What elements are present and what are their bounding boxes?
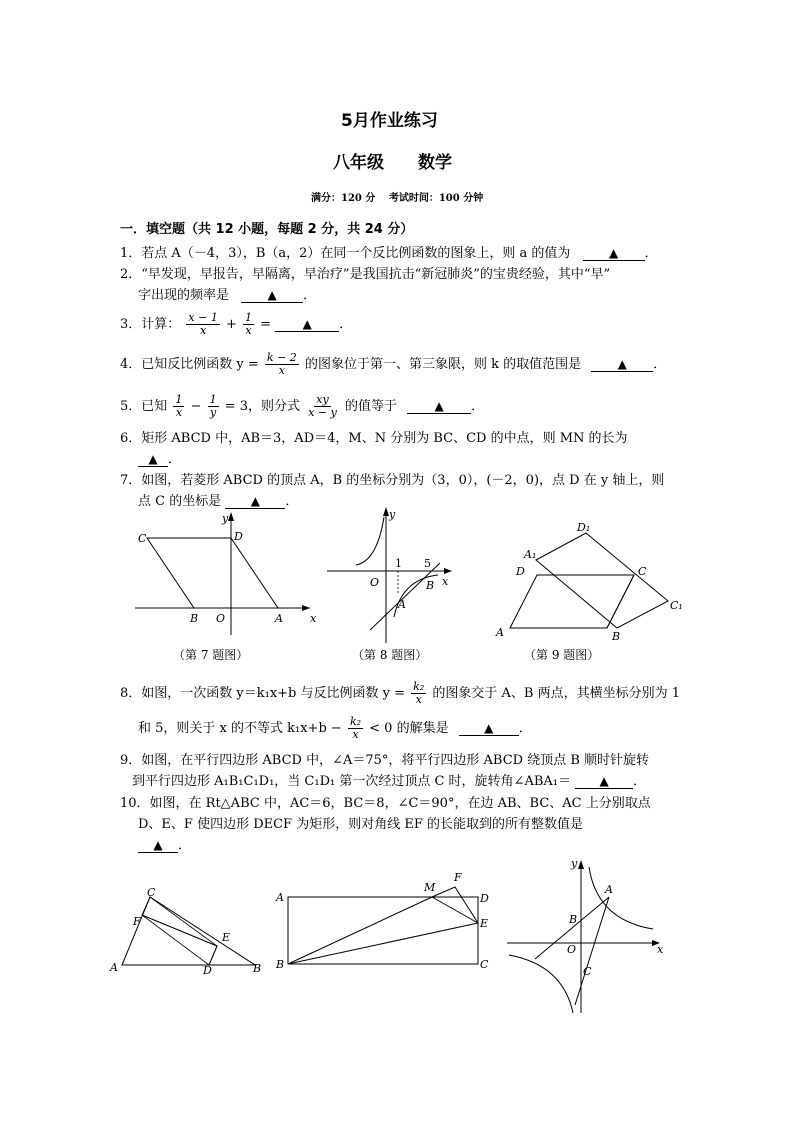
question-text-cont: 点 C 的坐标是: [138, 494, 222, 509]
question-8-line2: 和 5，则关于 x 的不等式 k₁x+b − $\frac{\text{k₂}}{x}$ < 0 的解集是 ▲ ．: [138, 715, 532, 741]
question-text-cont: 和 5，则关于 x 的不等式 k₁x+b −: [138, 721, 342, 736]
question-text-cont: 到平行四边形 A₁B₁C₁D₁，当 C₁D₁ 第一次经过顶点 C 时，旋转角∠ABA₁＝: [132, 774, 571, 789]
label-1: 1: [395, 557, 402, 570]
label-x: x: [442, 575, 449, 588]
label-y: y: [571, 857, 578, 870]
label-C: C: [638, 565, 647, 578]
label-C: C: [138, 532, 147, 545]
label-B: B: [190, 612, 199, 625]
fraction: $\frac{k - 2}{x}$: [266, 351, 297, 377]
label-C: C: [147, 886, 156, 899]
label-A: A: [110, 961, 118, 974]
section-heading: 一．填空题（共 12 小题，每题 2 分，共 24 分）: [120, 222, 414, 237]
answer-blank[interactable]: ▲: [225, 494, 285, 509]
question-text: 6．矩形 ABCD 中，AB＝3，AD＝4，M、N 分别为 BC、CD 的中点，则 MN 的长为: [120, 431, 628, 446]
label-O: O: [216, 612, 226, 625]
answer-blank[interactable]: ▲: [591, 357, 653, 372]
answer-blank[interactable]: ▲: [407, 399, 471, 414]
caption-fig7: （第 7 题图）: [173, 648, 249, 662]
exam-info: 满分：120 分 考试时间：100 分钟: [311, 193, 484, 204]
question-6: 6．矩形 ABCD 中，AB＝3，AD＝4，M、N 分别为 BC、CD 的中点，则 MN 的长为 ▲ ．: [120, 431, 628, 467]
question-text: 7．如图，若菱形 ABCD 的顶点 A，B 的坐标分别为（3，0），(－2，0)，点 D 在 y 轴上，则: [120, 473, 665, 488]
figure-10-right-triangle: [105, 885, 270, 980]
question-text-cont: 字出现的频率是: [138, 288, 230, 303]
answer-blank[interactable]: ▲: [459, 721, 519, 736]
question-text: 2．“早发现，早报告，早隔离，早治疗”是我国抗击“新冠肺炎”的宝贵经验，其中“早”: [120, 267, 611, 282]
label-B: B: [253, 962, 262, 975]
question-4: 4．已知反比例函数 y = $\frac{k - 2}{x}$ 的图象位于第一、第三象限，则 k 的取值范围是 ▲ ．: [120, 351, 667, 377]
label-x: x: [657, 943, 664, 956]
label-B: B: [276, 958, 285, 971]
label-A1: A₁: [524, 548, 537, 561]
question-3: 3．计算： $\frac{x - 1}{x}$ + $\frac{1}{x}$ = ▲ ．: [120, 311, 353, 337]
question-text: 5．已知: [120, 399, 168, 414]
label-E: E: [222, 931, 231, 944]
label-D1: D₁: [577, 521, 591, 534]
question-2: 2．“早发现，早报告，早隔离，早治疗”是我国抗击“新冠肺炎”的宝贵经验，其中“早” 字出现的频率是 ▲ ．: [120, 267, 611, 303]
label-D: D: [234, 530, 243, 543]
question-9: 9．如图，在平行四边形 ABCD 中，∠A＝75°，将平行四边形 ABCD 绕顶点 B 顺时针旋转 到平行四边形 A₁B₁C₁D₁，当 C₁D₁ 第一次经过顶点 C 时，旋转角∠ABA₁＝ ▲ ．: [120, 753, 650, 789]
figure-12-hyperbola: [505, 855, 670, 1015]
answer-blank[interactable]: ▲: [575, 774, 633, 789]
figure-9-parallelogram-rotation: [490, 515, 690, 645]
subject-title: 八年级 数学: [333, 153, 452, 173]
label-A: A: [605, 883, 613, 896]
label-y: y: [389, 508, 396, 521]
label-F: F: [454, 871, 462, 884]
label-C1: C₁: [670, 599, 683, 612]
figure-7-rhombus: [130, 510, 325, 635]
fraction: $\frac{1}{x}$: [175, 393, 183, 419]
answer-blank[interactable]: ▲: [275, 317, 339, 332]
question-text: 4．已知反比例函数 y =: [120, 357, 259, 372]
figure-11-rectangle-fold: [272, 865, 497, 975]
question-text: 10．如图，在 Rt△ABC 中，AC＝6，BC＝8，∠C＝90°，在边 AB、BC、AC 上分别取点: [120, 796, 651, 811]
question-text-cont: D、E、F 使四边形 DECF 为矩形，则对角线 EF 的长能取到的所有整数值是: [138, 817, 583, 832]
question-text: 1．若点 A（－4，3），B（a，2）在同一个反比例函数的图象上，则 a 的值为: [120, 246, 571, 261]
label-B: B: [612, 630, 621, 643]
question-10: 10．如图，在 Rt△ABC 中，AC＝6，BC＝8，∠C＝90°，在边 AB、BC、AC 上分别取点 D、E、F 使四边形 DECF 为矩形，则对角线 EF 的长能取到的所有整数值是 ▲ ．: [120, 796, 651, 853]
label-A: A: [275, 612, 283, 625]
label-5: 5: [424, 557, 431, 570]
label-C: C: [583, 965, 592, 978]
fraction: $\frac{1}{y}$: [209, 393, 217, 419]
fraction: $\frac{1}{x}$: [245, 311, 253, 337]
label-D: D: [516, 565, 525, 578]
label-M: M: [424, 881, 436, 894]
question-text: 8．如图，一次函数 y＝k₁x+b 与反比例函数 y =: [120, 686, 406, 701]
question-8: 8．如图，一次函数 y＝k₁x+b 与反比例函数 y = $\frac{\text{k₂}}{x}$ 的图象交于 A、B 两点，其横坐标分别为 1: [120, 680, 681, 706]
label-A: A: [496, 626, 504, 639]
answer-blank[interactable]: ▲: [138, 838, 178, 853]
question-text: 9．如图，在平行四边形 ABCD 中，∠A＝75°，将平行四边形 ABCD 绕顶点 B 顺时针旋转: [120, 753, 650, 768]
page-title: 5月作业练习: [341, 111, 438, 131]
label-C: C: [480, 958, 489, 971]
answer-blank[interactable]: ▲: [138, 452, 168, 467]
fraction: $\frac{x - 1}{x}$: [188, 311, 218, 337]
label-A: A: [276, 891, 284, 904]
label-A: A: [398, 598, 406, 611]
answer-blank[interactable]: ▲: [583, 246, 645, 261]
label-y: y: [222, 512, 229, 525]
label-B: B: [426, 579, 435, 592]
caption-fig8: （第 8 题图）: [352, 648, 428, 662]
answer-blank[interactable]: ▲: [241, 288, 303, 303]
fraction: $\frac{\text{k₂}}{x}$: [349, 715, 362, 741]
caption-fig9: （第 9 题图）: [524, 648, 600, 662]
label-D: D: [203, 964, 212, 977]
question-1: 1．若点 A（－4，3），B（a，2）在同一个反比例函数的图象上，则 a 的值为 ▲ ．: [120, 246, 658, 261]
figure-8-function-graph: [322, 505, 457, 645]
question-5: 5．已知 $\frac{1}{x}$ − $\frac{1}{y}$ = 3，则分式 $\frac{xy}{x - y}$ 的值等于 ▲ ．: [120, 393, 485, 419]
label-O: O: [567, 943, 577, 956]
label-E: E: [480, 917, 489, 930]
fraction: $\frac{xy}{x - y}$: [308, 393, 337, 419]
label-x: x: [310, 612, 317, 625]
question-7: 7．如图，若菱形 ABCD 的顶点 A，B 的坐标分别为（3，0），(－2，0)，点 D 在 y 轴上，则 点 C 的坐标是 ▲ ．: [120, 473, 665, 509]
question-text: 3．计算：: [120, 317, 181, 332]
label-B: B: [569, 913, 578, 926]
label-O: O: [370, 576, 380, 589]
fraction: $\frac{\text{k₂}}{x}$: [413, 680, 425, 706]
label-D: D: [480, 892, 489, 905]
label-F: F: [133, 915, 141, 928]
